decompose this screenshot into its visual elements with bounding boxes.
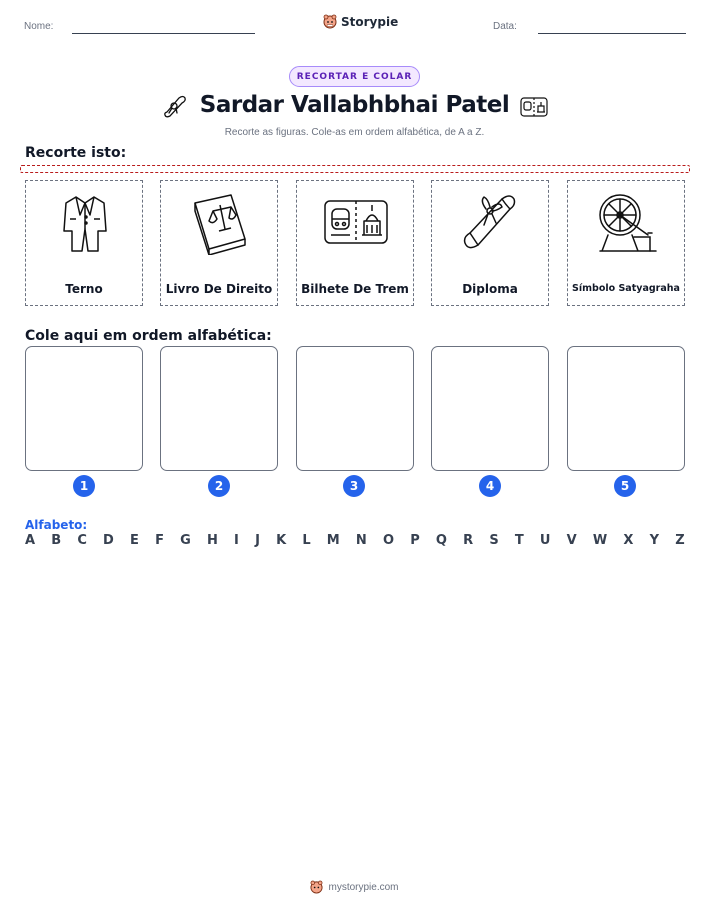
alphabet-letter: G <box>180 533 191 548</box>
card-label: Terno <box>65 282 103 296</box>
spinning-wheel-icon <box>594 189 660 255</box>
alphabet-letter: I <box>234 533 239 548</box>
card-label: Diploma <box>462 282 518 296</box>
cut-card-livro-de-direito[interactable] <box>160 180 278 306</box>
paste-box-3[interactable] <box>296 346 414 471</box>
alphabet-letter: S <box>489 533 499 548</box>
alphabet-letter: P <box>410 533 420 548</box>
brand-logo <box>323 14 398 29</box>
instructions: Recorte as figuras. Cole-as em ordem alfabética, de A a Z. <box>224 127 485 138</box>
ticket-title-icon <box>520 96 548 118</box>
alphabet-letter: H <box>206 533 218 548</box>
cut-section-label: Recorte isto: <box>25 145 127 161</box>
footer <box>0 880 709 894</box>
alphabet-letter: X <box>623 533 634 548</box>
cut-card-simbolo-satyagraha[interactable] <box>567 180 685 306</box>
alphabet-letter: M <box>326 533 340 548</box>
alphabet-label: Alfabeto: <box>25 518 88 532</box>
date-label: Data: <box>493 21 517 32</box>
cut-guide-line <box>20 165 690 173</box>
paste-box-2[interactable] <box>160 346 278 471</box>
name-line[interactable] <box>72 33 255 34</box>
alphabet-letter: V <box>566 533 577 548</box>
brand-name: Storypie <box>341 14 399 29</box>
date-line[interactable] <box>538 33 686 34</box>
page-title: Sardar Vallabhbhai Patel <box>199 92 510 118</box>
card-label: Livro De Direito <box>165 282 273 296</box>
diploma-icon <box>458 189 524 255</box>
paste-number-2: 2 <box>208 475 230 497</box>
alphabet-letter: B <box>51 533 62 548</box>
alphabet-letter: F <box>155 533 164 548</box>
cut-card-terno[interactable] <box>25 180 143 306</box>
alphabet-row <box>25 533 685 548</box>
paste-number-5: 5 <box>614 475 636 497</box>
paste-section-label: Cole aqui em ordem alfabética: <box>25 328 272 344</box>
paste-number-3: 3 <box>343 475 365 497</box>
alphabet-letter: E <box>130 533 139 548</box>
footer-url[interactable]: mystorypie.com <box>328 881 399 893</box>
card-label: Símbolo Satyagraha <box>572 283 680 294</box>
storypie-mascot-icon <box>310 880 323 894</box>
cut-card-diploma[interactable] <box>431 180 549 306</box>
alphabet-letter: C <box>77 533 87 548</box>
paste-box-4[interactable] <box>431 346 549 471</box>
activity-badge: RECORTAR E COLAR <box>289 66 420 87</box>
paste-box-1[interactable] <box>25 346 143 471</box>
alphabet-letter: U <box>539 533 551 548</box>
alphabet-letter: D <box>103 533 114 548</box>
name-label: Nome: <box>24 21 54 32</box>
paste-number-4: 4 <box>479 475 501 497</box>
alphabet-letter: T <box>514 533 524 548</box>
card-label: Bilhete De Trem <box>301 282 409 296</box>
cut-card-bilhete-de-trem[interactable] <box>296 180 414 306</box>
alphabet-letter: W <box>592 533 608 548</box>
alphabet-letter: R <box>463 533 474 548</box>
storypie-mascot-icon <box>323 14 337 29</box>
law-book-icon <box>187 189 253 255</box>
suit-icon <box>52 189 118 255</box>
alphabet-letter: A <box>25 533 36 548</box>
train-ticket-icon <box>323 189 389 255</box>
alphabet-letter: N <box>355 533 367 548</box>
paste-number-1: 1 <box>73 475 95 497</box>
alphabet-letter: O <box>382 533 395 548</box>
paste-box-5[interactable] <box>567 346 685 471</box>
alphabet-letter: J <box>255 533 260 548</box>
alphabet-letter: Y <box>649 533 660 548</box>
alphabet-letter: L <box>302 533 311 548</box>
alphabet-letter: Z <box>675 533 685 548</box>
alphabet-letter: Q <box>435 533 447 548</box>
alphabet-letter: K <box>276 533 287 548</box>
